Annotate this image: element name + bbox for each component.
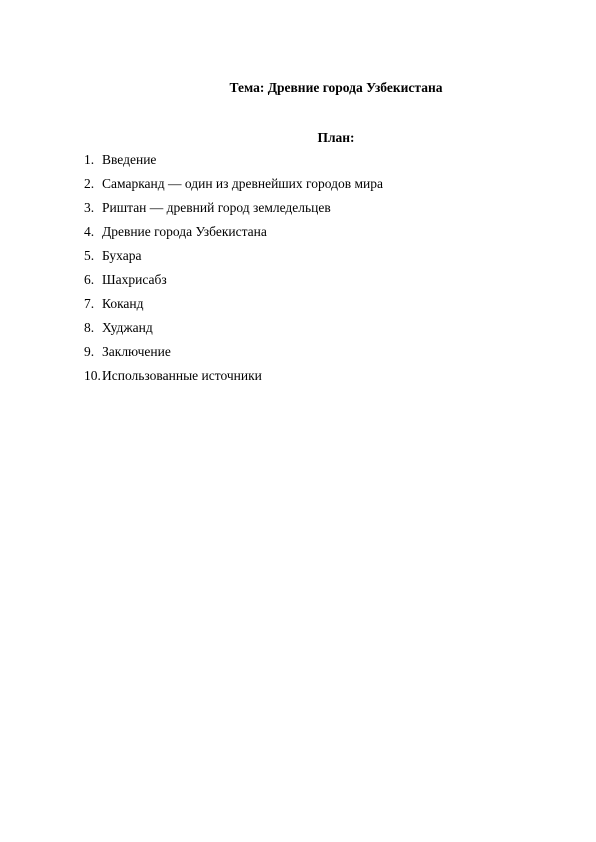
plan-item — [84, 175, 383, 199]
plan-item-text: Риштан — древний город земледельцев — [102, 200, 331, 215]
plan-item-number: 6. — [84, 272, 95, 287]
plan-item-text: Шахрисабз — [102, 272, 167, 287]
plan-item-text: Бухара — [102, 248, 142, 263]
plan-item-number: 2. — [84, 176, 95, 191]
plan-item-number: 4. — [84, 224, 95, 239]
plan-item-number: 5. — [84, 248, 95, 263]
plan-item — [84, 343, 383, 367]
plan-item-number: 3. — [84, 200, 95, 215]
plan-item — [84, 151, 383, 175]
plan-item-text: Использованные источники — [102, 368, 262, 383]
plan-item-number: 1. — [84, 152, 95, 167]
plan-heading: План: — [317, 130, 355, 145]
plan-item — [84, 223, 383, 247]
plan-item-number: 8. — [84, 320, 95, 335]
plan-item — [84, 247, 383, 271]
document-title: Тема: Древние города Узбекистана — [229, 80, 443, 95]
plan-item-text: Заключение — [102, 344, 171, 359]
plan-item — [84, 271, 383, 295]
plan-item-text: Введение — [102, 152, 157, 167]
plan-item-text: Древние города Узбекистана — [102, 224, 267, 239]
plan-item — [84, 319, 383, 343]
plan-item-number: 9. — [84, 344, 95, 359]
plan-item — [84, 199, 383, 223]
plan-item — [84, 367, 383, 391]
plan-item — [84, 295, 383, 319]
plan-item-text: Коканд — [102, 296, 144, 311]
plan-item-text: Самарканд — один из древнейших городов мира — [102, 176, 383, 191]
plan-item-number: 7. — [84, 296, 95, 311]
plan-item-number: 10. — [84, 368, 101, 383]
plan-list — [84, 151, 383, 391]
plan-item-text: Худжанд — [102, 320, 153, 335]
